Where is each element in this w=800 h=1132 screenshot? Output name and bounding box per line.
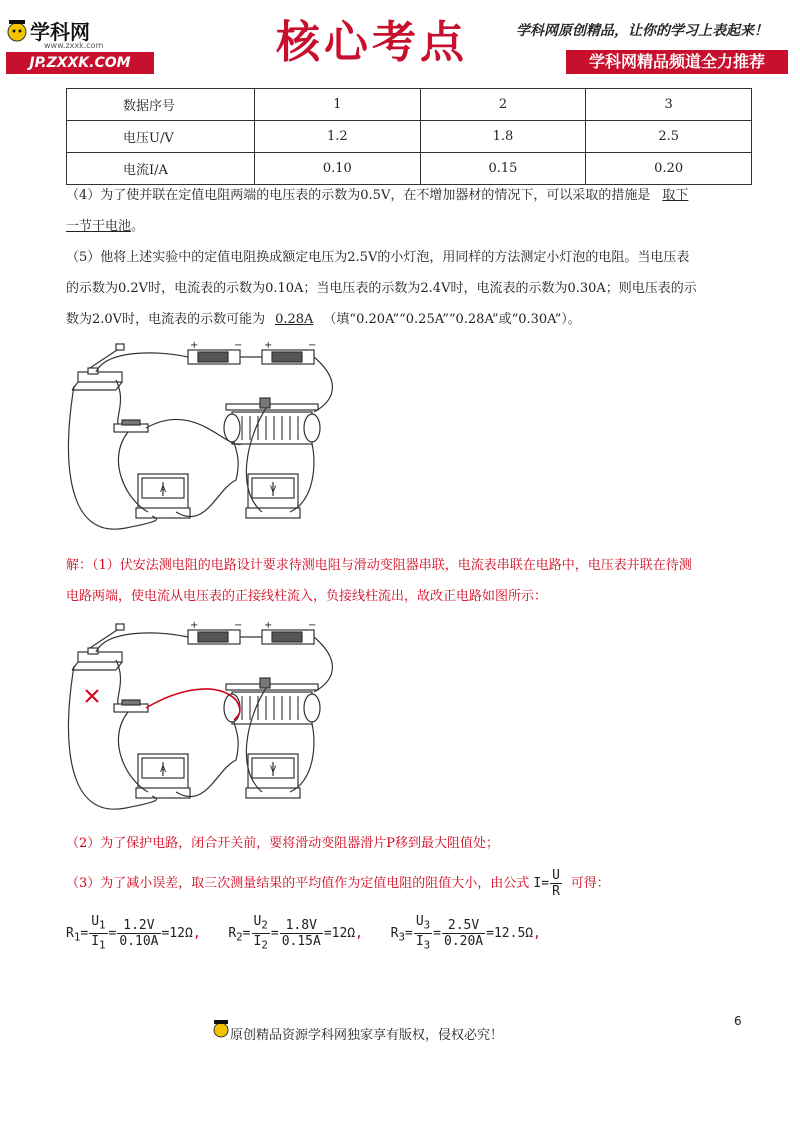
separator: , [355, 925, 363, 941]
q4-end: 。 [131, 219, 145, 234]
battery1-plus: + [190, 620, 199, 631]
battery2-minus: − [308, 620, 317, 631]
channel-banner: 学科网精品频道全力推荐 [566, 50, 788, 74]
footer-mascot-icon [212, 1018, 230, 1040]
q4-text: （4）为了使并联在定值电阻两端的电压表的示数为0.5V，在不增加器材的情况下，可以采取的措施是 [66, 188, 651, 203]
ohms-law-formula [533, 868, 570, 899]
table-row [67, 89, 752, 121]
question-4 [66, 180, 756, 242]
table-row [67, 121, 752, 153]
table-cell: 1.8 [420, 121, 586, 153]
result-r2: $R_2=$ $\frac{U_2}{I_2}$ = $\frac{1.8V}{0.15A}$ =12Ω, [228, 914, 363, 952]
battery2-plus: + [264, 620, 273, 631]
page-number: 6 [734, 1014, 742, 1028]
q5-line3: 数为2.0V时，电流表的示数可能为 [66, 312, 266, 327]
formula-denominator: R [552, 884, 560, 899]
table-cell: 0.15 [420, 153, 586, 185]
footer-copyright: 原创精品资源学科网独家享有版权，侵权必究！ [230, 1028, 504, 1043]
step3-text: （3）为了减小误差，取三次测量结果的平均值作为定值电阻的阻值大小，由公式 [66, 876, 530, 891]
q4-answer-part2: 一节干电池 [66, 219, 132, 234]
logo-text: 学科网 [30, 20, 90, 44]
table-cell: 1.2 [255, 121, 421, 153]
separator: , [192, 925, 201, 941]
battery2-plus: + [264, 340, 273, 351]
step3-end: 可得： [570, 876, 610, 891]
logo-mascot-icon [6, 18, 28, 44]
ammeter-label: A [160, 485, 167, 495]
solution-step3 [66, 864, 766, 904]
q5-answer: 0.28A [275, 312, 314, 327]
formula-numerator: U [552, 868, 560, 883]
ammeter-label: A [160, 765, 167, 775]
circuit-diagram-corrected [66, 620, 346, 820]
table-cell: 2.5 [586, 121, 752, 153]
table-cell: 0.20 [586, 153, 752, 185]
battery2-minus: − [308, 340, 317, 351]
solution-step2: （2）为了保护电路，闭合开关前，要将滑动变阻器滑片P移到最大阻值处； [66, 836, 500, 851]
result-r3: $R_3=$ $\frac{U_3}{I_3}$ = $\frac{2.5V}{0.20A}$ =12.5Ω, [390, 914, 541, 952]
site-banner: JP.ZXXK.COM [6, 52, 154, 74]
table-cell: 数据序号 [67, 89, 255, 121]
page-title: 核心考点 [276, 17, 468, 68]
cross-mark-icon [86, 690, 98, 702]
solution-line2: 电路两端，使电流从电压表的正接线柱流入，负接线柱流出，故改正电路如图所示： [66, 589, 548, 604]
table-cell: 电压U/V [67, 121, 255, 153]
table-cell: 1 [255, 89, 421, 121]
resistance-results [66, 914, 766, 952]
solution-part1 [66, 550, 766, 612]
q4-answer-part1: 取下 [662, 188, 689, 203]
q5-line3-end: （填“0.20A”“0.25A”“0.28A”或“0.30A”）。 [323, 312, 581, 327]
circuit-diagram-original [66, 340, 346, 540]
q5-line2: 的示数为0.2V时，电流表的示数为0.10A；当电压表的示数为2.4V时，电流表的示数为0.30A；则电压表的示 [66, 281, 697, 296]
result-r1: $R_1=$ $\frac{U_1}{I_1}$ = $\frac{1.2V}{0.10A}$ =12Ω, [66, 914, 201, 952]
formula-lhs: I= [533, 876, 550, 891]
voltmeter-label: V [270, 765, 277, 775]
battery1-plus: + [190, 340, 199, 351]
slogan: 学科网原创精品，让你的学习上表起来！ [516, 23, 768, 39]
table-cell: 电流I/A [67, 153, 255, 185]
q5-line1: （5）他将上述实验中的定值电阻换成额定电压为2.5V的小灯泡，用同样的方法测定小灯泡的电阻。当电压表 [66, 250, 690, 265]
table-cell: 2 [420, 89, 586, 121]
data-table [66, 88, 752, 185]
battery1-minus: − [234, 620, 243, 631]
separator: , [533, 925, 541, 941]
voltmeter-label: V [270, 485, 277, 495]
table-cell: 3 [586, 89, 752, 121]
battery1-minus: − [234, 340, 243, 351]
solution-line1: 解：（1）伏安法测电阻的电路设计要求待测电阻与滑动变阻器串联，电流表串联在电路中，电压表并联在待测 [66, 558, 692, 573]
question-5 [66, 242, 756, 335]
table-cell: 0.10 [255, 153, 421, 185]
logo-subtitle: www.zxxk.com [44, 41, 104, 50]
